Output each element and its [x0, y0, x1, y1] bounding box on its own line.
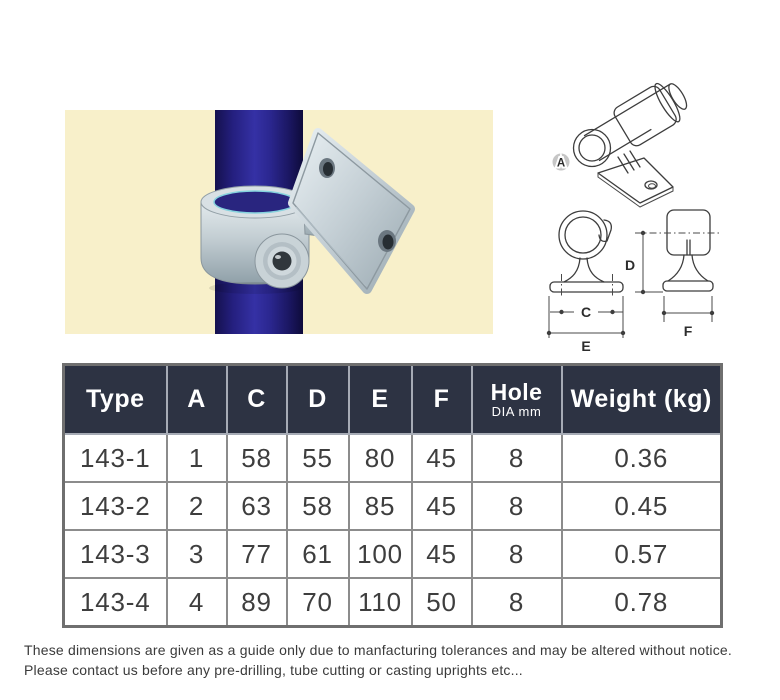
col-header-a: A — [167, 365, 227, 435]
disclaimer-line-2: Please contact us before any pre-drilling, tube cutting or casting uprights etc... — [24, 662, 523, 678]
product-photo-illustration — [65, 110, 493, 334]
label-a-balloon — [553, 154, 570, 171]
cell-type: 143-4 — [64, 578, 167, 627]
cell-f: 45 — [412, 434, 472, 482]
table-row — [64, 530, 722, 578]
side-view — [625, 210, 720, 339]
cell-e: 85 — [349, 482, 412, 530]
cell-c: 63 — [227, 482, 287, 530]
label-a: A — [556, 157, 566, 170]
col-header-hole-subtitle: DIA mm — [491, 404, 542, 419]
col-header-hole — [472, 365, 562, 435]
cell-d: 70 — [287, 578, 349, 627]
dimension-diagram — [540, 70, 780, 362]
cell-f: 50 — [412, 578, 472, 627]
spec-table — [62, 363, 723, 628]
cell-f: 45 — [412, 482, 472, 530]
cell-e: 80 — [349, 434, 412, 482]
table-row — [64, 434, 722, 482]
dim-label-d: D — [624, 257, 636, 273]
cell-c: 89 — [227, 578, 287, 627]
col-header-weight: Weight (kg) — [562, 365, 722, 435]
col-header-c: C — [227, 365, 287, 435]
cell-weight: 0.78 — [562, 578, 722, 627]
cell-hole: 8 — [472, 578, 562, 627]
col-header-e: E — [349, 365, 412, 435]
cell-weight: 0.45 — [562, 482, 722, 530]
cell-weight: 0.57 — [562, 530, 722, 578]
dim-label-c: C — [580, 304, 592, 320]
col-header-type: Type — [64, 365, 167, 435]
cell-f: 45 — [412, 530, 472, 578]
cell-d: 55 — [287, 434, 349, 482]
cell-a: 3 — [167, 530, 227, 578]
table-header-row — [64, 365, 722, 435]
flange-hole-bottom — [378, 230, 396, 252]
table-row — [64, 578, 722, 627]
cell-d: 61 — [287, 530, 349, 578]
cell-c: 77 — [227, 530, 287, 578]
col-header-d: D — [287, 365, 349, 435]
isometric-view — [574, 75, 694, 207]
cell-e: 100 — [349, 530, 412, 578]
flange-plate — [293, 133, 410, 289]
cell-a: 2 — [167, 482, 227, 530]
cell-type: 143-1 — [64, 434, 167, 482]
cell-hole: 8 — [472, 482, 562, 530]
cell-e: 110 — [349, 578, 412, 627]
cell-type: 143-2 — [64, 482, 167, 530]
dim-label-e: E — [581, 338, 591, 354]
cell-hole: 8 — [472, 434, 562, 482]
col-header-hole-title: Hole — [490, 379, 543, 405]
disclaimer-line-1: These dimensions are given as a guide only due to manfacturing tolerances and may be altered without notice. — [24, 642, 733, 658]
product-photo — [65, 110, 493, 334]
flange-hole-top — [319, 158, 335, 178]
cell-c: 58 — [227, 434, 287, 482]
cell-hole: 8 — [472, 530, 562, 578]
table-row — [64, 482, 722, 530]
cell-weight: 0.36 — [562, 434, 722, 482]
dim-label-f: F — [683, 323, 693, 339]
front-view — [547, 211, 625, 354]
cell-type: 143-3 — [64, 530, 167, 578]
set-screw — [255, 234, 309, 288]
cell-a: 1 — [167, 434, 227, 482]
col-header-f: F — [412, 365, 472, 435]
technical-drawings — [540, 70, 780, 362]
cell-a: 4 — [167, 578, 227, 627]
cell-d: 58 — [287, 482, 349, 530]
